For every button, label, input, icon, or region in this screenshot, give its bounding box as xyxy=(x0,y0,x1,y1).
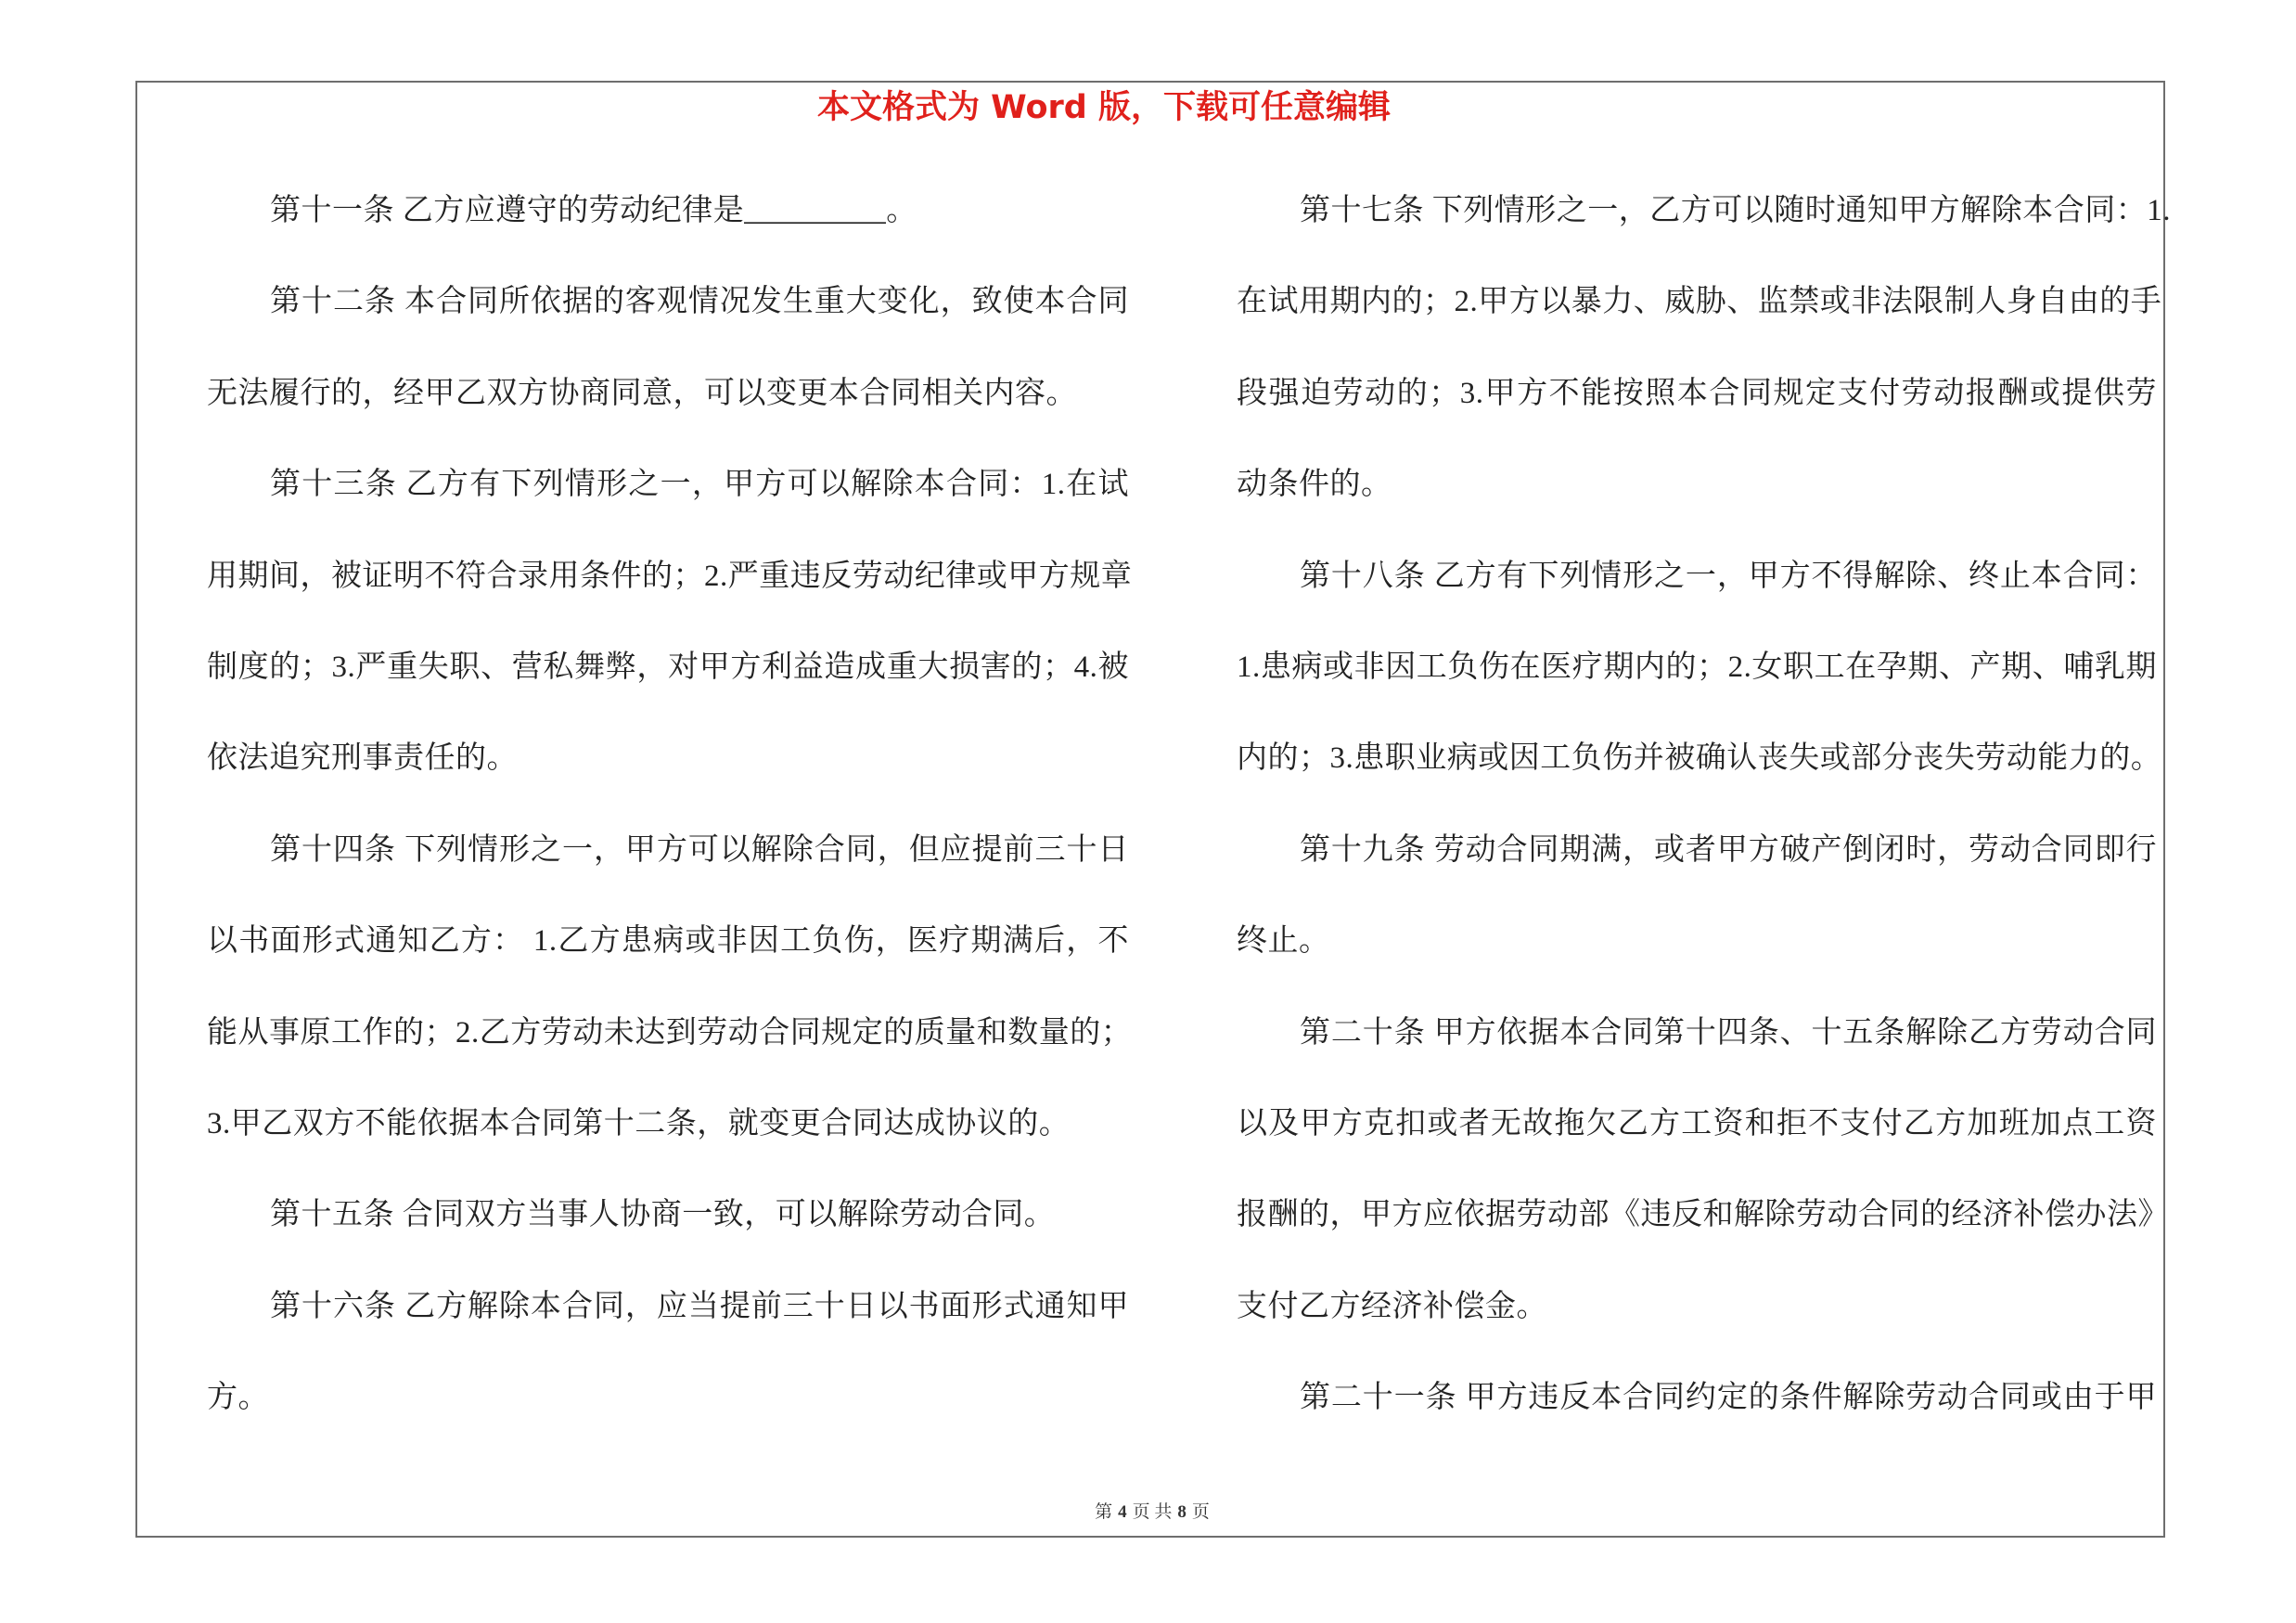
article-14-line-4: 3.甲乙双方不能依据本合同第十二条，就变更合同达成协议的。 xyxy=(207,1106,1071,1140)
article-14-line-3: 能从事原工作的；2.乙方劳动未达到劳动合同规定的质量和数量的； xyxy=(207,1015,1133,1050)
article-17-line-2: 在试用期内的；2.甲方以暴力、威胁、监禁或非法限制人身自由的手 xyxy=(1237,285,2162,319)
article-13-line-4: 依法追究刑事责任的。 xyxy=(207,741,518,776)
article-17-line-4: 动条件的。 xyxy=(1237,468,1392,502)
article-19-line-1: 第十九条 劳动合同期满，或者甲方破产倒闭时，劳动合同即行 xyxy=(1300,832,2157,867)
article-12-line-2: 无法履行的，经甲乙双方协商同意，可以变更本合同相关内容。 xyxy=(207,376,1077,410)
article-12-line-1: 第十二条 本合同所依据的客观情况发生重大变化，致使本合同 xyxy=(270,285,1129,319)
article-15-line-1: 第十五条 合同双方当事人协商一致，可以解除劳动合同。 xyxy=(270,1198,1056,1232)
left-column xyxy=(207,165,1133,1443)
format-notice: 本文格式为 Word 版，下载可任意编辑 xyxy=(816,89,1392,126)
article-20-line-3: 报酬的，甲方应依据劳动部《违反和解除劳动合同的经济补偿办法》 xyxy=(1237,1198,2169,1232)
footer-prefix: 第 xyxy=(1095,1502,1113,1522)
article-18-line-3: 内的；3.患职业病或因工负伤并被确认丧失或部分丧失劳动能力的。 xyxy=(1237,741,2162,776)
article-20-line-1: 第二十条 甲方依据本合同第十四条、十五条解除乙方劳动合同 xyxy=(1300,1015,2157,1050)
article-16-line-1: 第十六条 乙方解除本合同，应当提前三十日以书面形式通知甲 xyxy=(270,1289,1129,1323)
article-20-line-4: 支付乙方经济补偿金。 xyxy=(1237,1289,1547,1323)
footer-suffix: 页 xyxy=(1191,1502,1210,1522)
article-18-line-2: 1.患病或非因工负伤在医疗期内的；2.女职工在孕期、产期、哺乳期 xyxy=(1237,650,2157,684)
total-pages-number: 8 xyxy=(1177,1502,1186,1522)
article-17-line-3: 段强迫劳动的；3.甲方不能按照本合同规定支付劳动报酬或提供劳 xyxy=(1237,376,2157,410)
article-11-line-1: 第十一条 乙方应遵守的劳动纪律是_________。 xyxy=(270,194,917,227)
current-page-number: 4 xyxy=(1118,1502,1127,1522)
article-13-line-2: 用期间，被证明不符合录用条件的；2.严重违反劳动纪律或甲方规章 xyxy=(207,559,1133,593)
article-14-line-1: 第十四条 下列情形之一，甲方可以解除合同，但应提前三十日 xyxy=(270,832,1129,867)
footer-middle: 页 共 xyxy=(1132,1502,1173,1522)
page-number-footer xyxy=(1013,1500,1291,1526)
article-20-line-2: 以及甲方克扣或者无故拖欠乙方工资和拒不支付乙方加班加点工资 xyxy=(1237,1106,2157,1140)
right-column xyxy=(1237,165,2171,1443)
article-19-line-2: 终止。 xyxy=(1237,924,1330,959)
article-17-line-1: 第十七条 下列情形之一，乙方可以随时通知甲方解除本合同：1. xyxy=(1300,194,2171,227)
article-18-line-1: 第十八条 乙方有下列情形之一，甲方不得解除、终止本合同： xyxy=(1300,559,2157,593)
article-21-line-1: 第二十一条 甲方违反本合同约定的条件解除劳动合同或由于甲 xyxy=(1300,1381,2157,1415)
article-13-line-3: 制度的；3.严重失职、营私舞弊，对甲方利益造成重大损害的；4.被 xyxy=(207,650,1130,684)
article-14-line-2: 以书面形式通知乙方： 1.乙方患病或非因工负伤，医疗期满后，不 xyxy=(207,924,1129,959)
article-16-line-2: 方。 xyxy=(207,1381,269,1415)
article-13-line-1: 第十三条 乙方有下列情形之一，甲方可以解除本合同：1.在试 xyxy=(270,468,1129,502)
